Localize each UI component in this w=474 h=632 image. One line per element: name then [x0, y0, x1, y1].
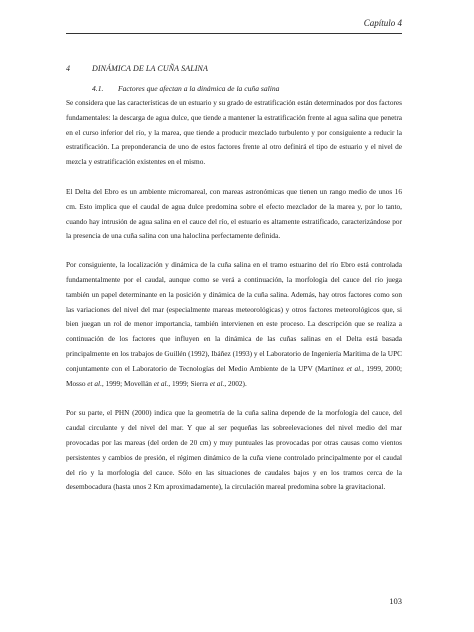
section-title: DINÁMICA DE LA CUÑA SALINA — [92, 64, 208, 73]
citation-etal: et al. — [209, 378, 225, 388]
paragraph-text: Se considera que las características de un estuario y su grado de estratificación están determinados por dos factores fundamentales: la descarga de agua dulce, que tiende a mantener la estratificación frente al agua salina que penetra en el curso inferior del río, y la marea, que tiende a producir mezclado turbulento y por consiguiente a reducir la estratificación. La preponderancia de uno de estos factores frente al otro definirá el tipo de estuario y el nivel de mezcla y estratificación existentes en el mismo. — [66, 98, 402, 167]
subsection-number: 4.1. — [92, 84, 104, 93]
paragraph — [66, 406, 402, 495]
section-number: 4 — [66, 64, 71, 73]
paragraph — [66, 185, 402, 244]
paragraph-text: , 1999; Sierra — [168, 378, 210, 388]
page-number: 103 — [389, 596, 402, 606]
paragraph-text: El Delta del Ebro es un ambiente micromareal, con mareas astronómicas que tienen un rango medio de unos 16 cm. Esto implica que el caudal de agua dulce predomina sobre el efecto mezclador de la marea y, por lo tanto, cuando hay intrusión de agua salina en el cauce del río, el estuario es altamente estratificado, caracterizándose por la presencia de una cuña salina con una haloclina perfectamente definida. — [66, 186, 402, 241]
paragraph — [66, 96, 402, 170]
citation-etal: et al. — [87, 378, 102, 388]
subsection-heading — [92, 84, 279, 93]
section-heading — [66, 64, 208, 73]
citation-etal: et al. — [153, 378, 169, 388]
citation-etal: et al. — [346, 363, 362, 373]
body-text — [66, 96, 402, 508]
paragraph-text: , 1999; Movellán — [101, 378, 154, 388]
running-head: Capítulo 4 — [363, 18, 402, 28]
paragraph-text: , 2002). — [224, 378, 247, 388]
paragraph — [66, 258, 402, 391]
paragraph-text: , 1999, 2000; Mosso — [66, 363, 403, 388]
paragraph-text: Por consiguiente, la localización y dinámica de la cuña salina en el tramo estuarino del río Ebro está controlada fundamentalmente por el caudal, aunque como se verá a continuación, la morfología del cauce del río juega también un papel determinante en la posición y dinámica de la cuña salina. Además, hay otros factores como son las variaciones del nivel del mar (especialmente mareas meteorológicas) y otros factores meteorológicos que, si bien juegan un rol de menor importancia, también intervienen en este proceso. La descripción que se realiza a continuación de los factores que influyen en la dinámica de las cuñas salinas en el Delta está basada principalmente en los trabajos de Guillén (1992), Ibáñez (1993) y el Laboratorio de Ingeniería Marítima de la UPC conjuntamente con el Laboratorio de Tecnologías del Medio Ambiente de la UPV (Martínez — [66, 260, 402, 373]
header-rule — [66, 33, 402, 34]
paragraph-text: Por su parte, el PHN (2000) indica que la geometría de la cuña salina depende de la morfología del cauce, del caudal circulante y del nivel del mar. Y que al ser pequeñas las sobreelevaciones del nivel medio del mar provocadas por las mareas (del orden de 20 cm) y muy puntuales las provocadas por otras causas como vientos persistentes y cambios de presión, el régimen dinámico de la cuña viene controlado principalmente por el caudal del río y la morfología del cauce. Sólo en las situaciones de caudales bajos y en los tramos cerca de la desembocadura (hasta unos 2 Km aproximadamente), la circulación mareal predomina sobre la gravitacional. — [66, 408, 402, 492]
subsection-title: Factores que afectan a la dinámica de la cuña salina — [118, 84, 280, 93]
